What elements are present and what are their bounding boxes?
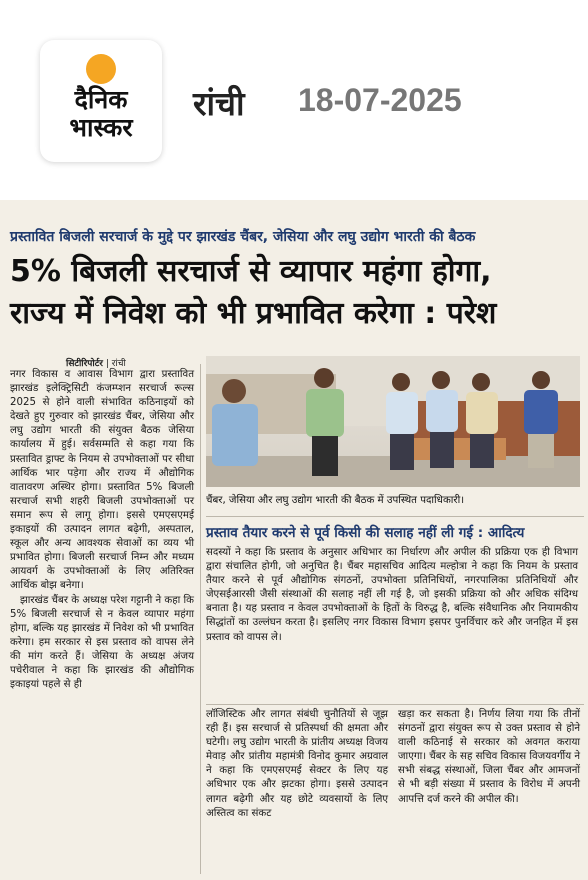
column-1 [10, 368, 194, 692]
subsection-text: सदस्यों ने कहा कि प्रस्ताव के अनुसार अधिभार का निर्धारण और अपील की प्रक्रिया एक ही विभाग द्वारा संचालित होगी, जो अनुचित है। चैंबर महासचिव आदित्य मल्होत्रा ने कहा कि नियम के प्रस्ताव तैयार करने से पूर्व औद्योगिक संगठनों, उपभोक्ता प्रतिनिधियों, नगरपालिका प्रतिनिधियों और जेएसईआरसी जैसी संस्थाओं की सलाह नहीं ली गई है, जो इसकी प्रक्रिया को और अधिक संदिग्ध बनाता है। यह प्रस्ताव न केवल उपभोक्ताओं के हितों के विरुद्ध है, बल्कि संवैधानिक और नियामकीय सिद्धांतों का उल्लंघन करता है। इसलिए नगर विकास विभाग इसपर पुनर्विचार करे और जनहित में इस प्रस्ताव को वापस ले। [206, 547, 578, 643]
article-headline [10, 251, 585, 335]
column-2: लॉजिस्टिक और लागत संबंधी चुनौतियों से जूझ रही हैं। इस सरचार्ज से प्रतिस्पर्धा की क्षमता और घटेगी। लघु उद्योग भारती के प्रांतीय अध्यक्ष विजय मेवाड़ और प्रांतीय महामंत्री विनोद कुमार अग्रवाल ने कहा कि एमएसएमई सेक्टर के लिए यह अधिभार एक और झटका होगा। इससे उत्पादन लागत बढ़ेगी और यह छोटे व्यवसायों के लिए अस्तित्व का संकट [206, 709, 388, 819]
article-byline: सिटीरिपोर्टर | रांची [66, 359, 126, 369]
column-3: खड़ा कर सकता है। निर्णय लिया गया कि तीनों संगठनों द्वारा संयुक्त रूप से उक्त प्रस्ताव से होने वाली कठिनाई से सरकार को अवगत कराया जाएगा। चैंबर के सह सचिव विकास विजयवर्गीय ने सभी संबद्ध संस्थाओं, जिला चैंबर और आमजनों से भी बड़ी संख्या में प्रस्ताव के विरोध में अपनी आपत्ति दर्ज करने की अपील की। [398, 709, 580, 805]
logo-line-2: भास्कर [69, 113, 133, 142]
meeting-photo [206, 356, 580, 487]
byline-city: रांची [111, 359, 126, 369]
logo-line-1: दैनिक [74, 85, 128, 114]
headline-line-2: राज्य में निवेश को भी प्रभावित करेगा : परेश [10, 296, 497, 331]
dainik-bhaskar-logo [40, 40, 162, 162]
column-1-paragraph-2: झारखंड चैंबर के अध्यक्ष परेश गट्टानी ने कहा कि 5% बिजली सरचार्ज से न केवल व्यापार महंगा होगा, बल्कि यह झारखंड में निवेश को भी प्रभावित करेगा। हम सरकार से इस प्रस्ताव को वापस लेने की मांग करते हैं। जेसिया के अध्यक्ष अंजय पचेरीवाल ने कहा कि झारखंड की औद्योगिक इकाइयां पहले से ही [10, 594, 194, 691]
column-divider [200, 364, 201, 874]
photo-caption: चैंबर, जेसिया और लघु उद्योग भारती की बैठक में उपस्थित पदाधिकारी। [206, 495, 465, 506]
meeting-photo-illustration [206, 356, 580, 487]
article-kicker: प्रस्तावित बिजली सरचार्ज के मुद्दे पर झारखंड चैंबर, जेसिया और लघु उद्योग भारती की बैठक [10, 229, 476, 245]
subsection-heading: प्रस्ताव तैयार करने से पूर्व किसी की सलाह नहीं ली गई : आदित्य [206, 525, 525, 541]
column-1-paragraph-1: नगर विकास व आवास विभाग द्वारा प्रस्तावित झारखंड इलेक्ट्रिसिटी कंजम्प्शन सरचार्ज रूल्स 2025 से होने वाली संभावित कठिनाइयों को देखते हुए गुरुवार को झारखंड चैंबर, जेसिया और लघु उद्योग भारती की संयुक्त बैठक जेसिया कार्यालय में हुई। सर्वसम्मति से कहा गया कि प्रस्तावित ड्राफ्ट के नियम से उपभोक्ताओं पर सीधा आर्थिक भार पड़ेगा और राज्य में औद्योगिक वातावरण अस्थिर होगा। प्रस्तावित 5% बिजली सरचार्ज सभी शहरी बिजली उपभोक्ताओं पर समान रूप से लागू होगा। इससे एमएसएमई इकाइयों की उत्पादन लागत बढ़ेगी, अस्पताल, स्कूल और अन्य आवश्यक सेवाओं का व्यय भी प्रभावित होगा। बिजली सरचार्ज निम्न और मध्यम आयवर्ग के उपभोक्ताओं के लिए अतिरिक्त आर्थिक बोझ बनेगा। [10, 369, 194, 592]
sun-icon [86, 54, 116, 84]
byline-reporter: सिटीरिपोर्टर [66, 359, 103, 369]
page-header [0, 0, 588, 200]
section-rule-bottom [206, 704, 584, 705]
headline-line-1: 5% बिजली सरचार्ज से व्यापार महंगा होगा, [10, 254, 492, 289]
section-rule [206, 516, 584, 517]
edition-date: 18-07-2025 [298, 82, 462, 118]
edition-city: रांची [193, 84, 245, 123]
